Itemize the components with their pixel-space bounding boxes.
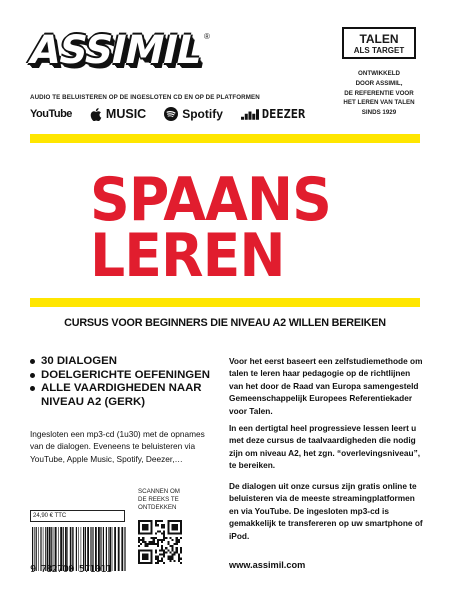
qr-module xyxy=(138,539,140,541)
qr-module xyxy=(140,549,142,551)
qr-module xyxy=(172,539,174,541)
deezer-label: DEEZER xyxy=(261,107,306,121)
qr-module xyxy=(180,528,182,530)
qr-module xyxy=(157,560,159,562)
qr-module xyxy=(176,551,178,553)
qr-module xyxy=(144,549,146,551)
qr-module xyxy=(167,530,169,532)
qr-module xyxy=(163,526,165,528)
qr-module xyxy=(146,543,148,545)
title-line2: LEREN xyxy=(90,221,285,291)
qr-module xyxy=(165,551,167,553)
qr-module xyxy=(167,524,169,526)
feature-item: 30 DIALOGEN xyxy=(30,355,230,369)
qr-module xyxy=(151,537,153,539)
qr-module xyxy=(174,543,176,545)
qr-module xyxy=(159,549,161,551)
qr-module xyxy=(157,556,159,558)
qr-module xyxy=(142,541,144,543)
qr-module xyxy=(138,530,140,532)
qr-module xyxy=(169,560,171,562)
qr-module xyxy=(163,533,165,535)
qr-module xyxy=(161,539,163,541)
logo-wordmark: ASSIMIL xyxy=(25,28,206,73)
qr-module xyxy=(138,533,140,535)
qr-module xyxy=(161,560,163,562)
qr-module xyxy=(155,558,157,560)
qr-module xyxy=(176,520,178,522)
qr-module xyxy=(176,541,178,543)
qr-module xyxy=(155,520,157,522)
qr-module xyxy=(169,558,171,560)
yellow-divider-bottom xyxy=(30,298,420,307)
qr-module xyxy=(163,539,165,541)
qr-module xyxy=(180,547,182,549)
description-paragraph-1: Voor het eerst baseert een zelfstudiemethode om talen te leren haar pedagogie op de richtlijnen van het door de Raad van Europa samengesteld Gemeenschappelijk Europees Referentiekader voor Talen. xyxy=(229,356,423,416)
qr-module xyxy=(157,543,159,545)
qr-module xyxy=(174,528,176,530)
qr-module xyxy=(180,530,182,532)
qr-module xyxy=(178,533,180,535)
website-url[interactable]: www.assimil.com xyxy=(229,560,306,570)
qr-module xyxy=(144,533,146,535)
qr-module xyxy=(144,524,146,526)
qr-module xyxy=(169,537,171,539)
qr-module xyxy=(151,522,153,524)
qr-module xyxy=(157,545,159,547)
spotify-label: Spotify xyxy=(182,107,223,121)
qr-module xyxy=(138,549,140,551)
target-badge-line2: ALS TARGET xyxy=(353,46,405,55)
qr-module xyxy=(176,537,178,539)
qr-module xyxy=(161,524,163,526)
qr-module xyxy=(178,556,180,558)
price-box: 24,90 € TTC xyxy=(30,510,125,522)
qr-module xyxy=(155,537,157,539)
qr-module xyxy=(163,537,165,539)
qr-module xyxy=(142,554,144,556)
qr-module xyxy=(176,539,178,541)
qr-module xyxy=(140,543,142,545)
qr-module xyxy=(161,520,163,522)
qr-module xyxy=(159,520,161,522)
qr-module xyxy=(144,556,146,558)
scan-caption-line: ONTDEKKEN xyxy=(138,504,177,511)
qr-module xyxy=(163,556,165,558)
qr-module xyxy=(148,562,150,564)
qr-module xyxy=(167,526,169,528)
qr-module xyxy=(159,530,161,532)
qr-module xyxy=(157,524,159,526)
qr-module xyxy=(180,520,182,522)
qr-module xyxy=(176,524,178,526)
qr-module xyxy=(151,560,153,562)
qr-module xyxy=(161,554,163,556)
qr-module xyxy=(151,524,153,526)
qr-module xyxy=(138,524,140,526)
qr-module xyxy=(146,528,148,530)
qr-module xyxy=(178,539,180,541)
qr-module xyxy=(155,533,157,535)
qr-module xyxy=(138,537,140,539)
qr-module xyxy=(151,520,153,522)
qr-module xyxy=(157,530,159,532)
qr-module xyxy=(142,528,144,530)
scan-caption xyxy=(138,488,192,512)
qr-module xyxy=(176,528,178,530)
youtube-logo xyxy=(30,108,72,120)
qr-module xyxy=(169,545,171,547)
qr-module xyxy=(142,539,144,541)
qr-module xyxy=(163,562,165,564)
qr-module xyxy=(161,547,163,549)
qr-module xyxy=(148,549,150,551)
qr-module xyxy=(167,543,169,545)
qr-module xyxy=(138,522,140,524)
qr-module xyxy=(138,556,140,558)
qr-module xyxy=(169,551,171,553)
qr-module xyxy=(176,547,178,549)
qr-module xyxy=(140,539,142,541)
feature-item: DOELGERICHTE OEFENINGEN xyxy=(30,369,230,383)
qr-module xyxy=(180,558,182,560)
qr-module xyxy=(180,524,182,526)
qr-module xyxy=(144,526,146,528)
qr-module xyxy=(151,562,153,564)
qr-module xyxy=(174,554,176,556)
qr-module xyxy=(167,520,169,522)
qr-module xyxy=(144,520,146,522)
qr-module xyxy=(151,543,153,545)
feature-item: ALLE VAARDIGHEDEN NAAR NIVEAU A2 (GERK) xyxy=(30,382,230,409)
qr-module xyxy=(172,526,174,528)
qr-module xyxy=(157,562,159,564)
qr-module xyxy=(172,556,174,558)
qr-module xyxy=(172,528,174,530)
qr-module xyxy=(180,549,182,551)
qr-module xyxy=(176,533,178,535)
qr-module xyxy=(155,556,157,558)
qr-module xyxy=(140,520,142,522)
qr-module xyxy=(142,549,144,551)
qr-module xyxy=(142,526,144,528)
target-description-line: DOOR ASSIMIL, xyxy=(355,79,403,87)
qr-module xyxy=(163,551,165,553)
qr-module xyxy=(142,533,144,535)
qr-module xyxy=(151,526,153,528)
qr-module xyxy=(161,541,163,543)
qr-module xyxy=(161,549,163,551)
qr-module xyxy=(146,545,148,547)
qr-module xyxy=(142,556,144,558)
qr-module xyxy=(142,537,144,539)
qr-module xyxy=(144,541,146,543)
qr-module xyxy=(176,526,178,528)
qr-module xyxy=(163,535,165,537)
qr-module xyxy=(142,520,144,522)
platform-logos xyxy=(30,106,323,122)
qr-module xyxy=(178,558,180,560)
qr-module xyxy=(176,549,178,551)
qr-module xyxy=(144,528,146,530)
qr-module xyxy=(138,554,140,556)
qr-module xyxy=(153,539,155,541)
qr-module xyxy=(174,533,176,535)
qr-module xyxy=(142,524,144,526)
qr-module xyxy=(155,562,157,564)
qr-module xyxy=(142,558,144,560)
qr-module xyxy=(146,554,148,556)
spotify-logo xyxy=(164,107,223,121)
target-description-line: DE REFERENTIE VOOR xyxy=(344,89,414,97)
qr-module xyxy=(138,528,140,530)
qr-module xyxy=(138,551,140,553)
qr-module xyxy=(146,562,148,564)
qr-module xyxy=(167,541,169,543)
description-paragraph-2: In een dertigtal heel progressieve lessen leert u met deze cursus de taalvaardigheden die nodig zijn om niveau A2, het zgn. “overlevingsniveau”, te bereiken. xyxy=(229,423,421,471)
qr-module xyxy=(167,533,169,535)
qr-module xyxy=(174,551,176,553)
qr-module xyxy=(172,524,174,526)
qr-module xyxy=(144,558,146,560)
qr-module xyxy=(167,556,169,558)
qr-module xyxy=(151,533,153,535)
apple-music-logo xyxy=(90,107,146,121)
qr-module xyxy=(169,520,171,522)
qr-module xyxy=(161,558,163,560)
target-badge xyxy=(342,27,416,59)
qr-module xyxy=(148,533,150,535)
qr-module xyxy=(180,537,182,539)
qr-module xyxy=(138,520,140,522)
qr-module xyxy=(174,526,176,528)
qr-module xyxy=(167,522,169,524)
qr-module xyxy=(172,533,174,535)
barcode-number: 9 782700 571011 xyxy=(30,564,112,575)
qr-module xyxy=(151,549,153,551)
qr-module xyxy=(151,558,153,560)
qr-module xyxy=(159,539,161,541)
qr-module xyxy=(169,533,171,535)
qr-module xyxy=(167,528,169,530)
qr-module xyxy=(146,526,148,528)
qr-module xyxy=(159,554,161,556)
qr-module xyxy=(163,554,165,556)
cd-description: Ingesloten een mp3-cd (1u30) met de opnames van de dialogen. Eveneens te beluisteren via YouTube, Apple Music, Spotify, Deezer,… xyxy=(30,429,205,464)
qr-module xyxy=(148,543,150,545)
qr-module xyxy=(138,541,140,543)
qr-module xyxy=(178,554,180,556)
qr-module xyxy=(153,537,155,539)
qr-module xyxy=(151,554,153,556)
qr-module xyxy=(138,558,140,560)
qr-module xyxy=(146,556,148,558)
qr-module xyxy=(151,528,153,530)
qr-module xyxy=(151,556,153,558)
qr-module xyxy=(146,558,148,560)
qr-module xyxy=(155,522,157,524)
qr-module xyxy=(172,558,174,560)
qr-module xyxy=(172,554,174,556)
title-line1: SPAANS xyxy=(90,165,332,235)
qr-module xyxy=(151,541,153,543)
qr-module xyxy=(178,541,180,543)
audio-platforms-caption: AUDIO TE BELUISTEREN OP DE INGESLOTEN CD EN OP DE PLATFORMEN xyxy=(30,94,260,101)
qr-module xyxy=(151,530,153,532)
qr-module xyxy=(144,543,146,545)
target-description-line: ONTWIKKELD xyxy=(358,70,400,77)
qr-module xyxy=(148,520,150,522)
qr-module xyxy=(138,545,140,547)
apple-music-label: MUSIC xyxy=(105,107,147,121)
qr-code[interactable] xyxy=(138,520,182,564)
qr-module xyxy=(161,526,163,528)
registered-mark: ® xyxy=(204,32,210,41)
deezer-icon xyxy=(241,109,259,120)
qr-module xyxy=(148,541,150,543)
qr-module xyxy=(157,558,159,560)
feature-list xyxy=(30,355,230,409)
qr-module xyxy=(180,562,182,564)
qr-module xyxy=(157,520,159,522)
qr-module xyxy=(146,549,148,551)
qr-module xyxy=(151,551,153,553)
qr-module xyxy=(146,524,148,526)
spotify-icon xyxy=(164,107,178,121)
qr-module xyxy=(144,562,146,564)
qr-module xyxy=(146,533,148,535)
qr-module xyxy=(144,554,146,556)
qr-module xyxy=(169,556,171,558)
qr-module xyxy=(138,560,140,562)
target-description-line: HET LEREN VAN TALEN xyxy=(343,99,415,107)
qr-module xyxy=(167,558,169,560)
target-badge-line1: TALEN xyxy=(359,32,399,46)
qr-module xyxy=(161,545,163,547)
qr-module xyxy=(180,526,182,528)
qr-module xyxy=(155,551,157,553)
qr-module xyxy=(155,524,157,526)
qr-module xyxy=(180,551,182,553)
qr-module xyxy=(142,562,144,564)
qr-module xyxy=(174,560,176,562)
qr-module xyxy=(167,549,169,551)
qr-module xyxy=(159,560,161,562)
qr-module xyxy=(138,562,140,564)
qr-module xyxy=(178,560,180,562)
qr-module xyxy=(146,520,148,522)
qr-module xyxy=(163,549,165,551)
qr-module xyxy=(174,520,176,522)
qr-module xyxy=(178,520,180,522)
qr-module xyxy=(140,562,142,564)
qr-module xyxy=(165,547,167,549)
qr-module xyxy=(155,543,157,545)
qr-module xyxy=(163,524,165,526)
qr-module xyxy=(138,526,140,528)
qr-module xyxy=(172,545,174,547)
target-description-line: SINDS 1929 xyxy=(361,109,397,117)
qr-module xyxy=(153,543,155,545)
qr-module xyxy=(157,539,159,541)
deezer-logo xyxy=(241,107,305,121)
qr-module xyxy=(180,522,182,524)
qr-module xyxy=(153,541,155,543)
qr-module xyxy=(172,549,174,551)
scan-caption-line: DE REEKS TE xyxy=(138,496,179,503)
qr-module xyxy=(174,524,176,526)
qr-module xyxy=(140,533,142,535)
subtitle: CURSUS VOOR BEGINNERS DIE NIVEAU A2 WILLEN BEREIKEN xyxy=(64,317,386,329)
assimil-logo xyxy=(25,28,215,74)
qr-module xyxy=(180,533,182,535)
apple-icon xyxy=(90,108,102,121)
yellow-divider-top xyxy=(30,134,420,143)
qr-module xyxy=(176,543,178,545)
qr-module xyxy=(155,549,157,551)
target-description xyxy=(338,69,420,118)
qr-module xyxy=(144,545,146,547)
qr-module xyxy=(165,537,167,539)
description-paragraph-3: De dialogen uit onze cursus zijn gratis online te beluisteren via de meeste streamingplatformen en via YouTube. De ingesloten mp3-cd is gemakkelijk te transfereren op uw smartphone of iPod. xyxy=(229,481,423,541)
qr-module xyxy=(161,533,163,535)
scan-caption-line: SCANNEN OM xyxy=(138,488,180,495)
qr-module xyxy=(163,530,165,532)
qr-module xyxy=(172,547,174,549)
qr-module xyxy=(172,520,174,522)
qr-module xyxy=(157,541,159,543)
youtube-label: YouTube xyxy=(30,108,72,120)
